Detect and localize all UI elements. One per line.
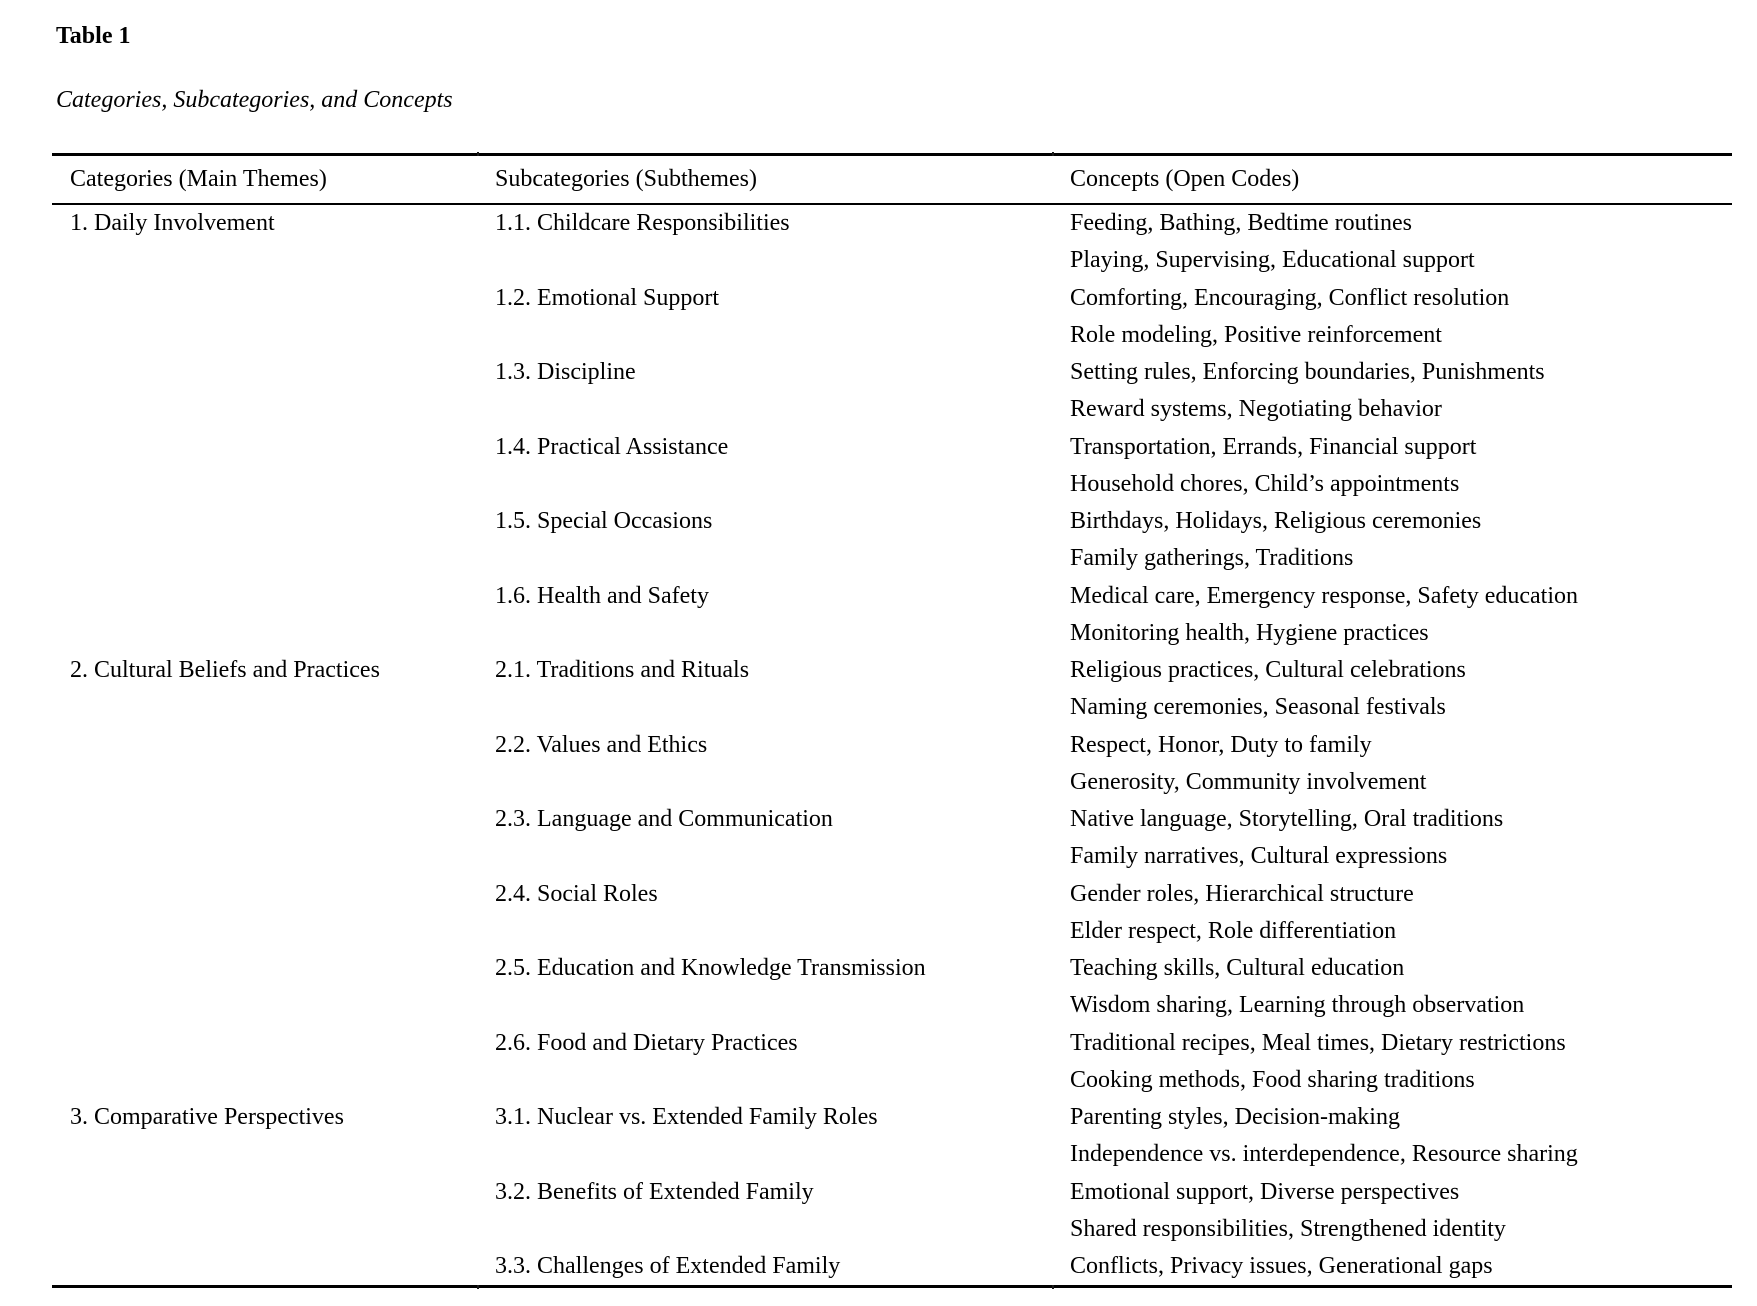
subcategory-cell: 1.4. Practical Assistance xyxy=(495,433,729,460)
concepts-cell: Independence vs. interdependence, Resource sharing xyxy=(1070,1141,1578,1168)
subcategory-cell xyxy=(477,913,1052,950)
subcategory-cell xyxy=(477,615,1052,652)
category-cell xyxy=(52,391,477,428)
concepts-cell: Teaching skills, Cultural education xyxy=(1070,955,1405,981)
table-line xyxy=(52,876,1732,913)
table-line xyxy=(52,242,1732,279)
table-line xyxy=(52,578,1732,615)
column-header-concepts: Concepts (Open Codes) xyxy=(1070,166,1300,192)
table-line xyxy=(52,503,1732,540)
table-body xyxy=(52,205,1732,1285)
subcategory-cell: 3.1. Nuclear vs. Extended Family Roles xyxy=(495,1104,878,1130)
category-cell xyxy=(52,913,477,950)
category-cell xyxy=(52,950,477,987)
concepts-cell: Monitoring health, Hygiene practices xyxy=(1070,619,1429,646)
concepts-cell: Setting rules, Enforcing boundaries, Punishments xyxy=(1070,359,1545,385)
concepts-cell: Parenting styles, Decision-making xyxy=(1070,1104,1400,1130)
concepts-cell: Generosity, Community involvement xyxy=(1070,768,1427,795)
concepts-cell: Role modeling, Positive reinforcement xyxy=(1070,321,1442,348)
table-title: Categories, Subcategories, and Concepts xyxy=(56,87,453,113)
subcategory-cell: 2.1. Traditions and Rituals xyxy=(495,657,750,683)
category-cell xyxy=(52,1062,477,1099)
concepts-cell: Transportation, Errands, Financial support xyxy=(1070,433,1477,460)
subcategory-cell xyxy=(477,317,1052,354)
subcategory-cell: 1.5. Special Occasions xyxy=(495,508,713,534)
rule-tick-artifact xyxy=(1052,1285,1054,1289)
table-line xyxy=(52,764,1732,801)
table-line xyxy=(52,689,1732,726)
subcategory-cell xyxy=(477,466,1052,503)
subcategory-cell: 2.6. Food and Dietary Practices xyxy=(495,1029,798,1056)
concepts-cell: Wisdom sharing, Learning through observation xyxy=(1070,992,1525,1019)
rule-tick-artifact xyxy=(477,1285,479,1289)
table-line xyxy=(52,1099,1732,1136)
column-header-categories: Categories (Main Themes) xyxy=(70,166,327,192)
concepts-cell: Birthdays, Holidays, Religious ceremonies xyxy=(1070,508,1482,534)
table-line xyxy=(52,540,1732,577)
table-line xyxy=(52,615,1732,652)
category-cell xyxy=(52,466,477,503)
concepts-cell: Elder respect, Role differentiation xyxy=(1070,917,1397,944)
category-cell xyxy=(52,801,477,838)
category-cell xyxy=(52,838,477,875)
category-cell xyxy=(52,615,477,652)
category-cell xyxy=(52,429,477,466)
subcategory-cell xyxy=(477,242,1052,279)
category-cell xyxy=(52,280,477,317)
concepts-cell: Medical care, Emergency response, Safety education xyxy=(1070,582,1579,609)
table-line xyxy=(52,317,1732,354)
table-line xyxy=(52,466,1732,503)
concepts-cell: Native language, Storytelling, Oral traditions xyxy=(1070,806,1504,832)
table-line xyxy=(52,1136,1732,1173)
concepts-cell: Cooking methods, Food sharing traditions xyxy=(1070,1066,1475,1093)
subcategory-cell xyxy=(477,1211,1052,1248)
category-cell xyxy=(52,987,477,1024)
category-cell xyxy=(52,689,477,726)
category-cell: 2. Cultural Beliefs and Practices xyxy=(70,657,380,683)
table-line xyxy=(52,987,1732,1024)
table-line xyxy=(52,1211,1732,1248)
category-cell xyxy=(52,764,477,801)
concepts-cell: Family gatherings, Traditions xyxy=(1070,545,1354,572)
category-cell xyxy=(52,1174,477,1211)
table-line xyxy=(52,429,1732,466)
concepts-cell: Family narratives, Cultural expressions xyxy=(1070,843,1448,870)
category-cell xyxy=(52,1025,477,1062)
table-line xyxy=(52,652,1732,689)
table-line xyxy=(52,1248,1732,1285)
category-cell xyxy=(52,578,477,615)
subcategory-cell xyxy=(477,1062,1052,1099)
subcategory-cell: 3.3. Challenges of Extended Family xyxy=(495,1253,841,1279)
subcategory-cell: 1.2. Emotional Support xyxy=(495,284,719,311)
category-cell xyxy=(52,1248,477,1285)
concepts-cell: Conflicts, Privacy issues, Generational gaps xyxy=(1070,1253,1493,1279)
table-line xyxy=(52,280,1732,317)
concepts-cell: Respect, Honor, Duty to family xyxy=(1070,731,1372,758)
subcategory-cell: 2.4. Social Roles xyxy=(495,880,658,907)
subcategory-cell: 2.2. Values and Ethics xyxy=(495,731,708,758)
table-header-row xyxy=(52,156,1732,205)
concepts-cell: Naming ceremonies, Seasonal festivals xyxy=(1070,694,1446,721)
table-line xyxy=(52,801,1732,838)
subcategory-cell xyxy=(477,1136,1052,1173)
concepts-cell: Religious practices, Cultural celebrations xyxy=(1070,657,1466,683)
table-line xyxy=(52,838,1732,875)
rule-tick-artifact xyxy=(477,152,479,156)
category-cell xyxy=(52,876,477,913)
subcategory-cell: 2.5. Education and Knowledge Transmission xyxy=(495,955,926,981)
category-cell: 3. Comparative Perspectives xyxy=(70,1104,344,1130)
subcategory-cell xyxy=(477,764,1052,801)
concepts-cell: Playing, Supervising, Educational support xyxy=(1070,247,1475,274)
subcategory-cell: 1.1. Childcare Responsibilities xyxy=(495,210,790,236)
table-line xyxy=(52,391,1732,428)
table-line xyxy=(52,354,1732,391)
table-line xyxy=(52,913,1732,950)
subcategory-cell xyxy=(477,391,1052,428)
subcategory-cell: 3.2. Benefits of Extended Family xyxy=(495,1178,814,1205)
table-line xyxy=(52,1062,1732,1099)
subcategory-cell xyxy=(477,689,1052,726)
category-cell xyxy=(52,242,477,279)
subcategory-cell: 2.3. Language and Communication xyxy=(495,806,833,832)
concepts-cell: Feeding, Bathing, Bedtime routines xyxy=(1070,210,1412,236)
concepts-cell: Comforting, Encouraging, Conflict resolution xyxy=(1070,284,1510,311)
category-cell xyxy=(52,1211,477,1248)
table-line xyxy=(52,950,1732,987)
table-line xyxy=(52,1025,1732,1062)
concepts-cell: Gender roles, Hierarchical structure xyxy=(1070,880,1414,907)
category-cell xyxy=(52,317,477,354)
concepts-cell: Traditional recipes, Meal times, Dietary restrictions xyxy=(1070,1029,1566,1056)
column-header-subcategories: Subcategories (Subthemes) xyxy=(495,166,757,192)
concepts-cell: Household chores, Child’s appointments xyxy=(1070,470,1460,497)
table-label: Table 1 xyxy=(56,23,131,49)
category-cell xyxy=(52,1136,477,1173)
categories-table xyxy=(52,153,1732,1288)
subcategory-cell xyxy=(477,838,1052,875)
category-cell: 1. Daily Involvement xyxy=(70,210,275,236)
subcategory-cell: 1.3. Discipline xyxy=(495,359,636,385)
table-line xyxy=(52,727,1732,764)
rule-tick-artifact xyxy=(1052,152,1054,156)
concepts-cell: Emotional support, Diverse perspectives xyxy=(1070,1178,1460,1205)
category-cell xyxy=(52,503,477,540)
concepts-cell: Shared responsibilities, Strengthened identity xyxy=(1070,1215,1506,1242)
table-line xyxy=(52,1174,1732,1211)
subcategory-cell xyxy=(477,540,1052,577)
category-cell xyxy=(52,727,477,764)
concepts-cell: Reward systems, Negotiating behavior xyxy=(1070,396,1442,423)
subcategory-cell xyxy=(477,987,1052,1024)
category-cell xyxy=(52,354,477,391)
subcategory-cell: 1.6. Health and Safety xyxy=(495,582,709,609)
table-line xyxy=(52,205,1732,242)
category-cell xyxy=(52,540,477,577)
